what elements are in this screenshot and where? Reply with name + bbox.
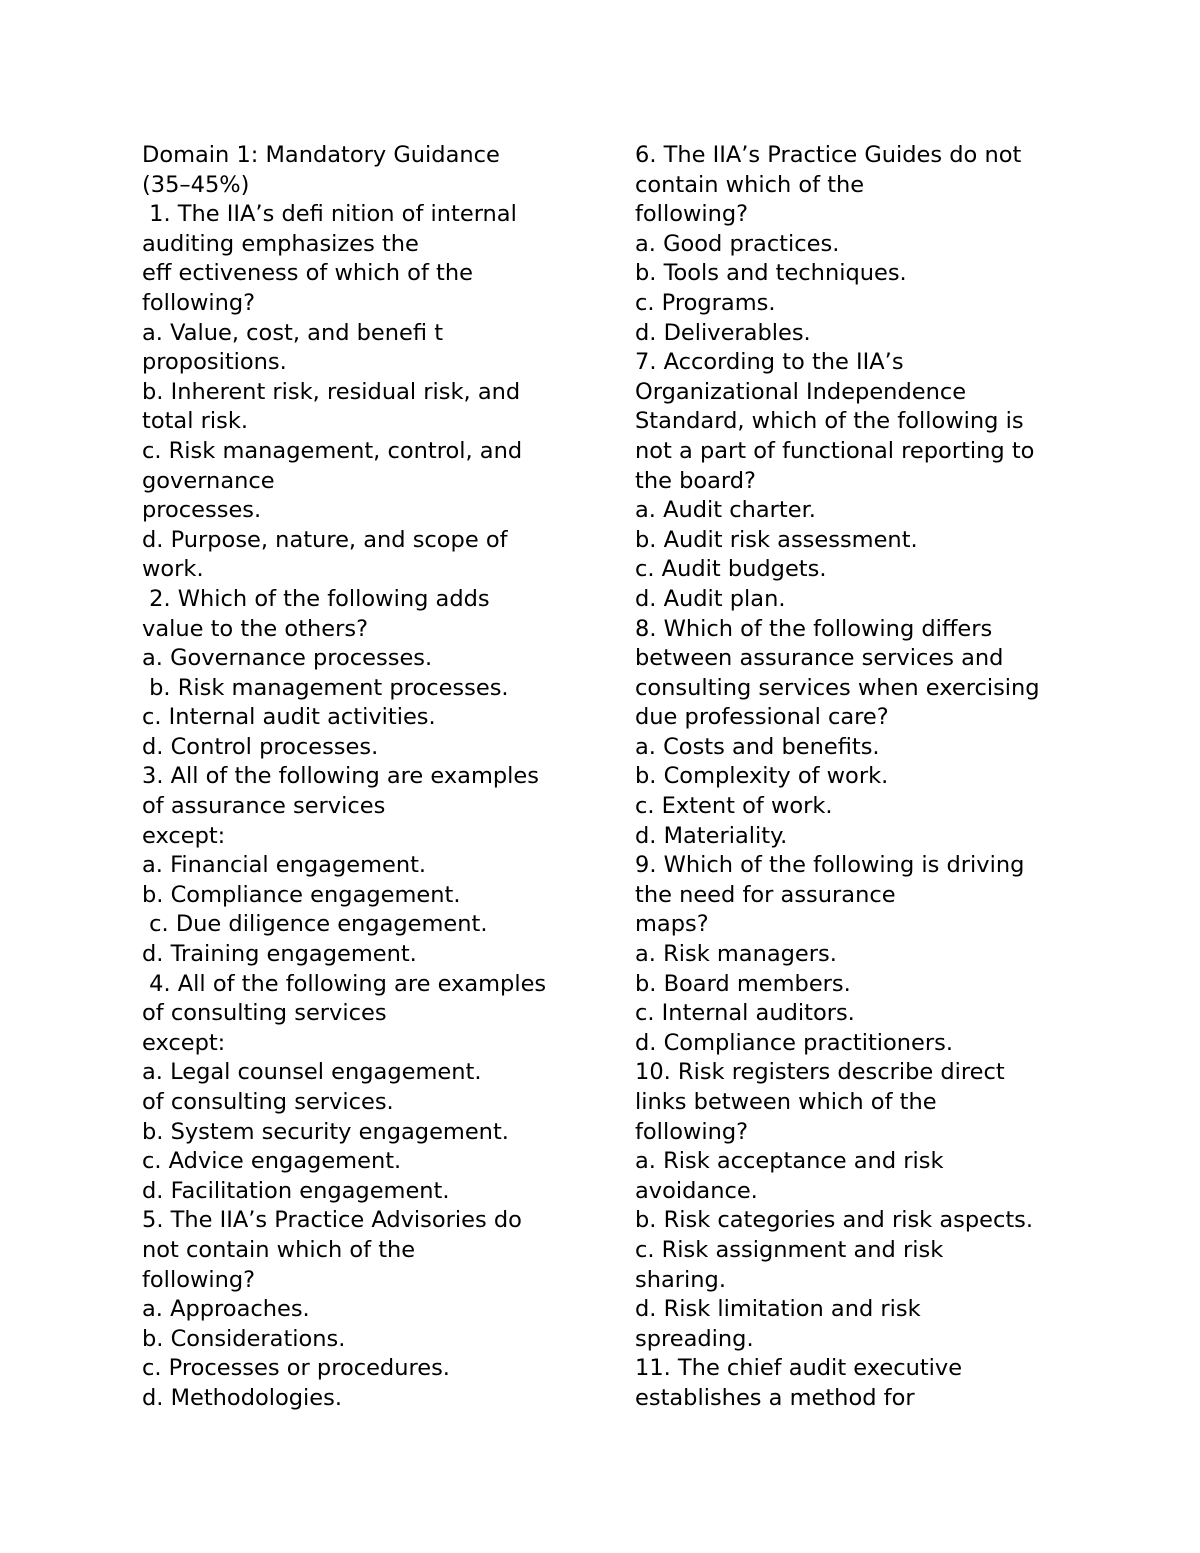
text-line: d. Risk limitation and risk bbox=[635, 1296, 921, 1323]
text-line: following? bbox=[142, 289, 256, 316]
text-line: a. Good practices. bbox=[635, 230, 840, 257]
text-line: a. Approaches. bbox=[142, 1296, 310, 1323]
text-line: d. Audit plan. bbox=[635, 585, 786, 612]
left-text-column bbox=[142, 141, 582, 1414]
text-line: 3. All of the following are examples bbox=[142, 763, 539, 790]
text-line: a. Risk managers. bbox=[635, 941, 837, 968]
text-line: of assurance services bbox=[142, 793, 386, 820]
text-line: 9. Which of the following is driving bbox=[635, 852, 1025, 879]
text-line: 4. All of the following are examples bbox=[142, 970, 547, 997]
text-line: c. Audit budgets. bbox=[635, 556, 827, 583]
text-line: b. Complexity of work. bbox=[635, 763, 889, 790]
text-line: not a part of functional reporting to bbox=[635, 437, 1035, 464]
text-line: c. Internal auditors. bbox=[635, 1000, 855, 1027]
text-line: auditing emphasizes the bbox=[142, 230, 419, 257]
text-line: processes. bbox=[142, 497, 262, 524]
text-line: Standard, which of the following is bbox=[635, 408, 1024, 435]
text-line: a. Audit charter. bbox=[635, 497, 816, 524]
text-line: between assurance services and bbox=[635, 645, 1004, 672]
text-line: b. Risk management processes. bbox=[142, 674, 509, 701]
text-line: spreading. bbox=[635, 1325, 754, 1352]
text-line: c. Processes or procedures. bbox=[142, 1355, 450, 1382]
text-line: d. Materiality. bbox=[635, 822, 788, 849]
text-line: except: bbox=[142, 822, 226, 849]
text-line: following? bbox=[635, 1118, 749, 1145]
text-line: links between which of the bbox=[635, 1089, 937, 1115]
text-line: c. Extent of work. bbox=[635, 793, 833, 820]
text-line: c. Internal audit activities. bbox=[142, 704, 436, 731]
text-line: establishes a method for bbox=[635, 1384, 915, 1411]
text-line: b. System security engagement. bbox=[142, 1118, 509, 1145]
text-line: a. Governance processes. bbox=[142, 645, 433, 672]
text-line: b. Audit risk assessment. bbox=[635, 526, 918, 553]
text-line: the need for assurance bbox=[635, 881, 896, 908]
text-line: 1. The IIA’s defi nition of internal bbox=[142, 201, 517, 228]
text-line: contain which of the bbox=[635, 171, 865, 198]
text-line: a. Financial engagement. bbox=[142, 852, 427, 879]
text-line: a. Costs and benefits. bbox=[635, 733, 880, 760]
text-line: d. Methodologies. bbox=[142, 1384, 343, 1411]
text-line: eff ectiveness of which of the bbox=[142, 260, 473, 287]
text-line: propositions. bbox=[142, 349, 287, 376]
text-line: sharing. bbox=[635, 1266, 726, 1293]
text-line: 6. The IIA’s Practice Guides do not bbox=[635, 142, 1022, 168]
text-line: due professional care? bbox=[635, 704, 889, 731]
text-line: maps? bbox=[635, 911, 709, 938]
text-line: b. Inherent risk, residual risk, and bbox=[142, 378, 521, 405]
text-line: the board? bbox=[635, 467, 756, 494]
text-line: 10. Risk registers describe direct bbox=[635, 1059, 1005, 1086]
text-line: c. Risk management, control, and bbox=[142, 437, 523, 464]
text-line: not contain which of the bbox=[142, 1236, 416, 1263]
text-line: a. Legal counsel engagement. bbox=[142, 1059, 482, 1086]
text-line: Organizational Independence bbox=[635, 378, 967, 405]
text-line: d. Purpose, nature, and scope of bbox=[142, 526, 508, 553]
text-line: 5. The IIA’s Practice Advisories do bbox=[142, 1207, 522, 1234]
text-line: c. Risk assignment and risk bbox=[635, 1236, 944, 1263]
text-line: Domain 1: Mandatory Guidance bbox=[142, 142, 500, 168]
text-line: of consulting services. bbox=[142, 1089, 394, 1115]
right-text-column bbox=[635, 141, 1075, 1414]
text-line: d. Compliance practitioners. bbox=[635, 1029, 954, 1056]
text-line: d. Facilitation engagement. bbox=[142, 1177, 450, 1204]
text-line: of consulting services bbox=[142, 1000, 387, 1027]
text-line: d. Control processes. bbox=[142, 733, 379, 760]
text-line: a. Value, cost, and benefi t bbox=[142, 319, 444, 346]
text-line: work. bbox=[142, 556, 204, 583]
text-line: c. Programs. bbox=[635, 289, 776, 316]
text-line: a. Risk acceptance and risk bbox=[635, 1148, 944, 1175]
text-line: b. Compliance engagement. bbox=[142, 881, 461, 908]
text-line: b. Tools and techniques. bbox=[635, 260, 907, 287]
text-line: d. Deliverables. bbox=[635, 319, 811, 346]
text-line: b. Considerations. bbox=[142, 1325, 346, 1352]
text-line: governance bbox=[142, 467, 275, 494]
text-line: except: bbox=[142, 1029, 226, 1056]
text-line: value to the others? bbox=[142, 615, 369, 642]
text-line: 7. According to the IIA’s bbox=[635, 349, 904, 376]
text-line: 8. Which of the following differs bbox=[635, 615, 993, 642]
text-line: following? bbox=[142, 1266, 256, 1293]
text-line: avoidance. bbox=[635, 1177, 758, 1204]
text-line: 11. The chief audit executive bbox=[635, 1355, 963, 1382]
text-line: b. Risk categories and risk aspects. bbox=[635, 1207, 1034, 1234]
text-line: b. Board members. bbox=[635, 970, 851, 997]
text-line: (35–45%) bbox=[142, 171, 250, 198]
text-line: 2. Which of the following adds bbox=[142, 585, 490, 612]
text-line: c. Due diligence engagement. bbox=[142, 911, 488, 938]
text-line: consulting services when exercising bbox=[635, 674, 1040, 701]
text-line: c. Advice engagement. bbox=[142, 1148, 402, 1175]
text-line: following? bbox=[635, 201, 749, 228]
text-line: total risk. bbox=[142, 408, 249, 435]
text-line: d. Training engagement. bbox=[142, 941, 417, 968]
